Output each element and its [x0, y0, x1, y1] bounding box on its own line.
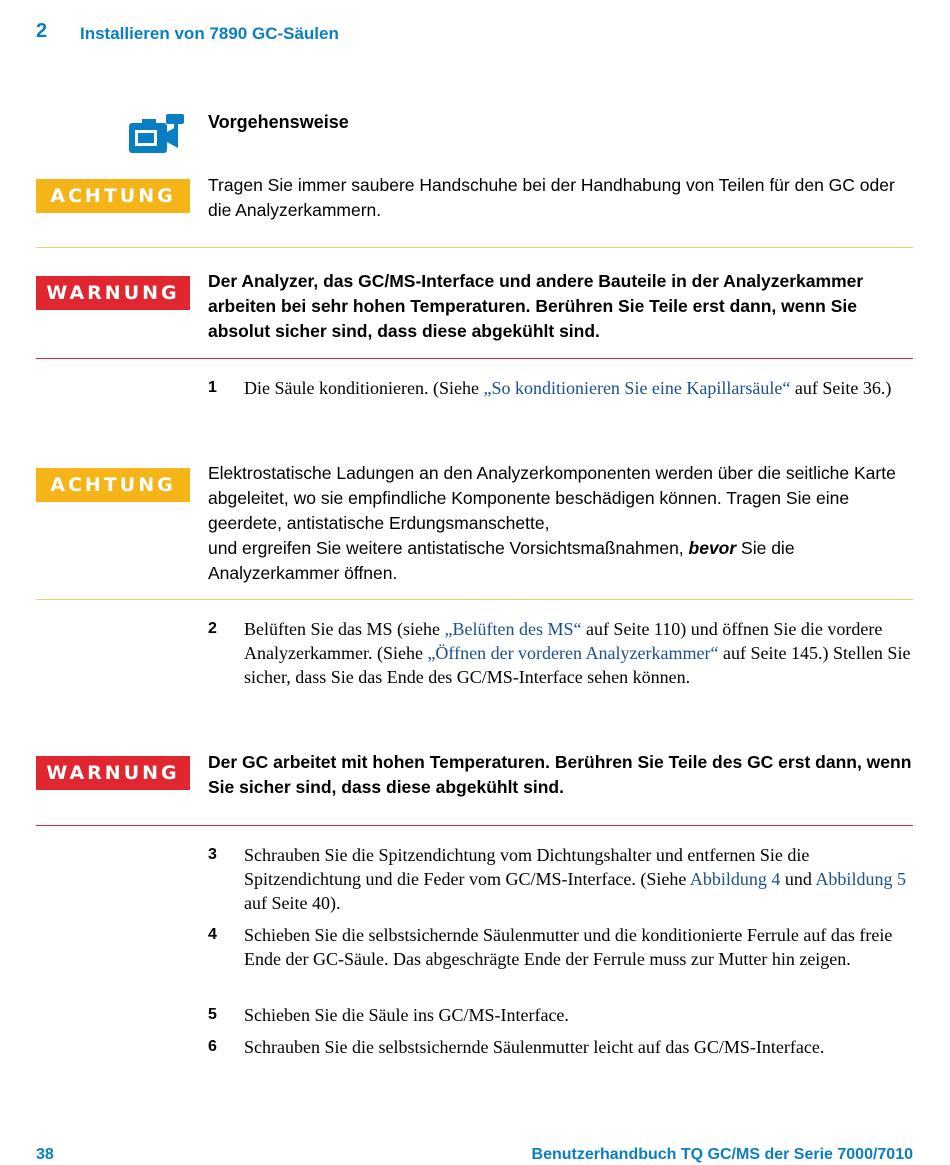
- procedure-heading: Vorgehensweise: [208, 112, 349, 132]
- warning-text: Der GC arbeitet mit hohen Temperaturen. Berühren Sie Teile des GC erst dann, wenn Sie sicher sind, dass diese abgekühlt sind.: [208, 752, 912, 797]
- step-text: Belüften Sie das MS (siehe „Belüften des MS“ auf Seite 110) und öffnen Sie die vordere Analyzerkammer. (Siehe „Öffnen der vorderen Analyzerkammer“ auf Seite 145.) Stellen Sie sicher, dass Sie das Ende des GC/MS-Interface sehen können.: [244, 619, 911, 687]
- step-number: 3: [208, 846, 217, 863]
- figure-link[interactable]: Abbildung 4: [689, 869, 781, 889]
- step-text: Schieben Sie die Säule ins GC/MS-Interface.: [244, 1005, 569, 1025]
- cross-reference-link[interactable]: „Öffnen der vorderen Analyzerkammer“: [427, 643, 719, 663]
- footer-title: Benutzerhandbuch TQ GC/MS der Serie 7000/7010: [531, 1146, 913, 1163]
- step-number: 6: [208, 1038, 217, 1055]
- caution-divider: [36, 247, 913, 248]
- step-number: 2: [208, 620, 217, 637]
- step-number: 1: [208, 379, 217, 396]
- step-text: Schrauben Sie die selbstsichernde Säulenmutter leicht auf das GC/MS-Interface.: [244, 1037, 825, 1057]
- chapter-title: Installieren von 7890 GC-Säulen: [80, 24, 339, 43]
- warning-divider: [36, 358, 913, 359]
- step-text: Die Säule konditionieren. (Siehe „So konditionieren Sie eine Kapillarsäule“ auf Seite 36.): [244, 378, 892, 398]
- caution-label: ACHTUNG: [36, 179, 190, 213]
- chapter-number: 2: [36, 20, 48, 42]
- video-camera-icon: [128, 110, 186, 156]
- cross-reference-link[interactable]: „Belüften des MS“: [444, 619, 582, 639]
- warning-divider: [36, 825, 913, 826]
- caution-label: ACHTUNG: [36, 468, 190, 502]
- warning-text: Der Analyzer, das GC/MS-Interface und andere Bauteile in der Analyzerkammer arbeiten bei sehr hohen Temperaturen. Berühren Sie Teile erst dann, wenn Sie absolut sicher sind, dass diese abgekühlt sind.: [208, 271, 864, 341]
- step-text: Schrauben Sie die Spitzendichtung vom Dichtungshalter und entfernen Sie die Spitzendichtung und die Feder vom GC/MS-Interface. (Siehe Abbildung 4 und Abbildung 5 auf Seite 40).: [244, 845, 906, 913]
- caution-text: Tragen Sie immer saubere Handschuhe bei der Handhabung von Teilen für den GC oder die Analyzerkammern.: [208, 175, 895, 220]
- caution-text: Elektrostatische Ladungen an den Analyzerkomponenten werden über die seitliche Karte abgeleitet, wo sie empfindliche Komponente beschädigen können. Tragen Sie eine geerdete, antistatische Erdungsmanschette, und ergreifen Sie weitere antistatische Vorsichtsmaßnahmen, bevor Sie die Analyzerkammer öffnen.: [208, 463, 896, 583]
- warning-label: WARNUNG: [36, 756, 190, 790]
- figure-link[interactable]: Abbildung 5: [815, 869, 906, 889]
- warning-label: WARNUNG: [36, 276, 190, 310]
- caution-divider: [36, 599, 913, 600]
- cross-reference-link[interactable]: „So konditionieren Sie eine Kapillarsäule“: [483, 378, 791, 398]
- page-number: 38: [36, 1146, 54, 1163]
- step-text: Schieben Sie die selbstsichernde Säulenmutter und die konditionierte Ferrule auf das freie Ende der GC-Säule. Das abgeschrägte Ende der Ferrule muss zur Mutter hin zeigen.: [244, 925, 893, 969]
- step-number: 5: [208, 1006, 217, 1023]
- step-number: 4: [208, 926, 217, 943]
